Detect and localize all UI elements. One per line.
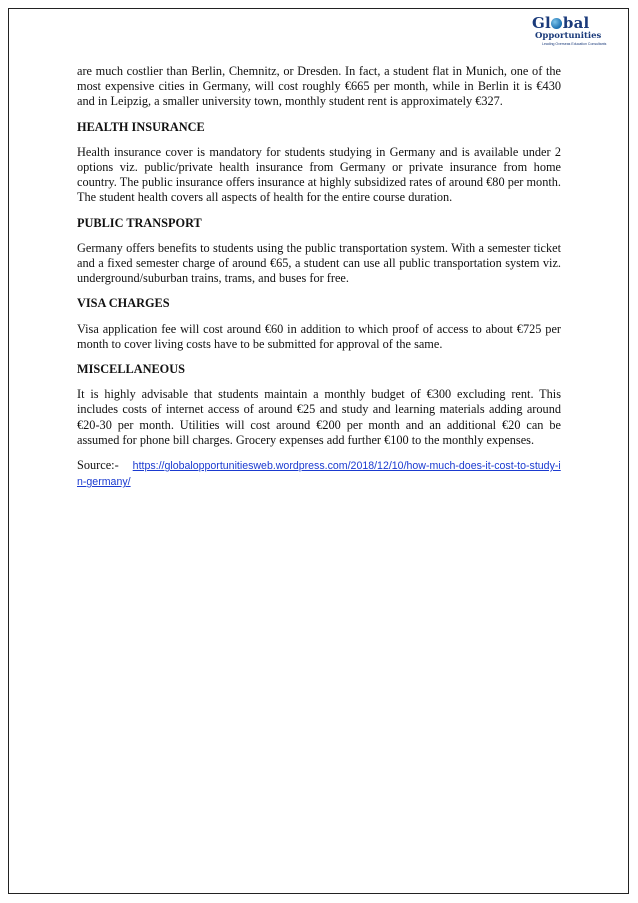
source-link[interactable]: https://globalopportunitiesweb.wordpress.com/2018/12/10/how-much-does-it-cost-to-study-in-germany/ bbox=[77, 460, 561, 489]
logo-tagline: Leading Overseas Education Consultants bbox=[542, 42, 607, 46]
global-opportunities-logo bbox=[522, 14, 620, 50]
source-label: Source:- bbox=[77, 458, 119, 473]
paragraph-visa-charges: Visa application fee will cost around €60 in addition to which proof of access to about €725 per month to cover living costs have to be submitted for approval of the same. bbox=[77, 321, 561, 351]
logo-text-part2: bal bbox=[562, 14, 590, 32]
logo-subword: Opportunities bbox=[535, 31, 602, 41]
source-line bbox=[77, 458, 561, 490]
document-body bbox=[77, 64, 561, 500]
globe-icon bbox=[551, 18, 562, 29]
heading-miscellaneous: MISCELLANEOUS bbox=[77, 362, 185, 377]
paragraph-health-insurance: Health insurance cover is mandatory for students studying in Germany and is available under 2 options viz. public/private health insurance from Germany or private insurance from home country. The public insurance offers insurance at highly subsidized rates of around €80 per month. The student health covers all aspects of health for the entire course duration. bbox=[77, 144, 561, 205]
heading-health-insurance: HEALTH INSURANCE bbox=[77, 119, 205, 134]
heading-visa-charges: VISA CHARGES bbox=[77, 296, 170, 311]
logo-text-part1: Gl bbox=[532, 14, 551, 32]
logo-wordmark bbox=[532, 14, 589, 32]
paragraph-miscellaneous: It is highly advisable that students maintain a monthly budget of €300 excluding rent. This includes costs of internet access of around €25 and study and learning materials adding around €20-30 per month. Utilities will cost around €200 per month and an additional €20 can be assumed for phone bill charges. Grocery expenses add further €100 to the monthly expenses. bbox=[77, 387, 561, 447]
intro-paragraph: are much costlier than Berlin, Chemnitz, or Dresden. In fact, a student flat in Munich, one of the most expensive cities in Germany, will cost roughly €665 per month, while in Berlin it is €430 and in Leipzig, a smaller university town, monthly student rent is approximately €327. bbox=[77, 64, 561, 109]
paragraph-public-transport: Germany offers benefits to students using the public transportation system. With a semester ticket and a fixed semester charge of around €65, a student can use all public transportation system viz. underground/suburban trains, trams, and buses for free. bbox=[77, 240, 561, 286]
heading-public-transport: PUBLIC TRANSPORT bbox=[77, 215, 202, 230]
